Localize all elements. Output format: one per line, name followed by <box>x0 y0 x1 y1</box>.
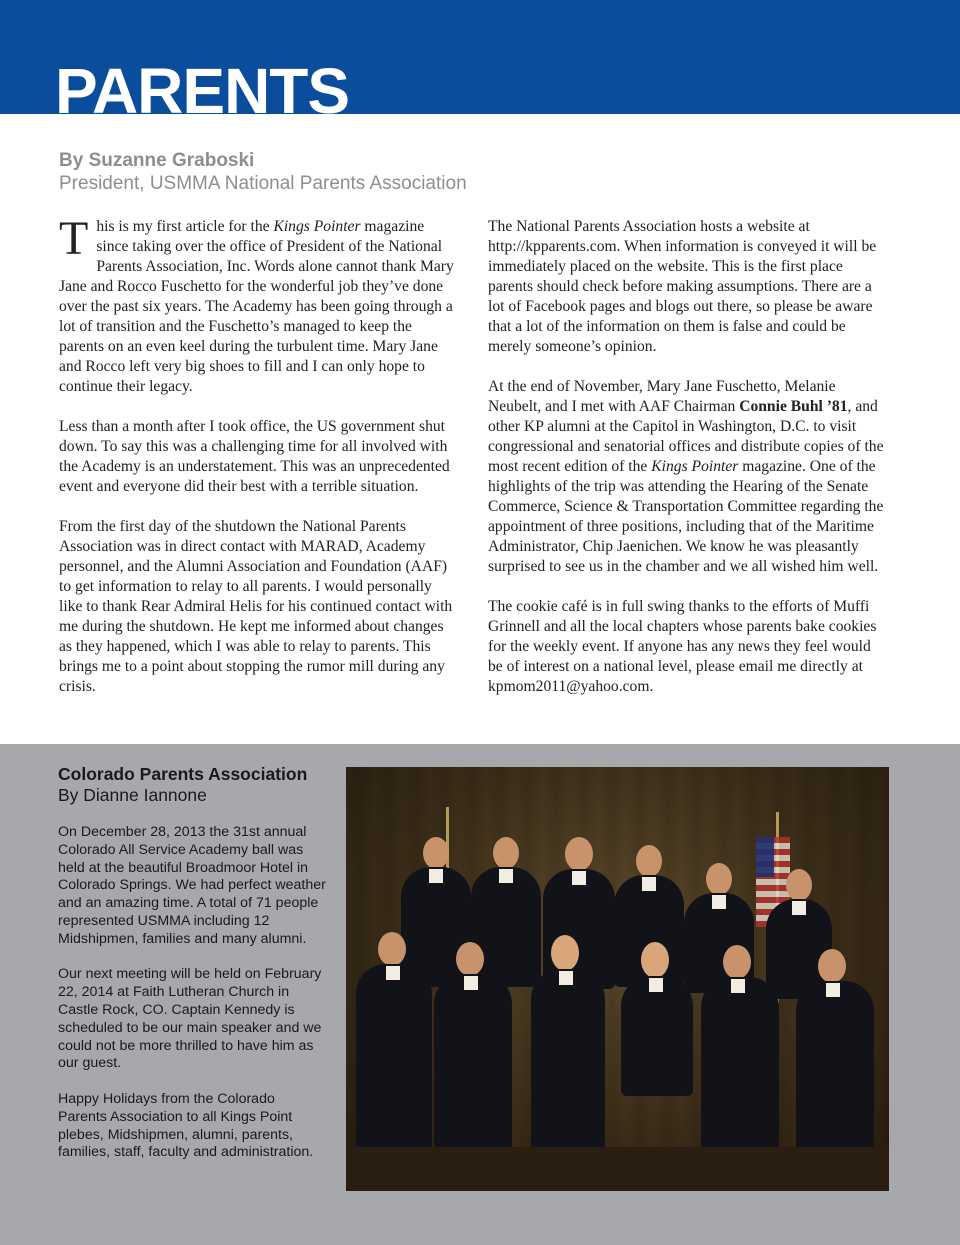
flag-canton <box>756 837 774 877</box>
text-run: magazine since taking over the office of President of the National Parents Association, Inc. Words alone cannot thank Mary Jane and Rocco Fuschetto for the wonderful job they’ve done over the past six years. The Academy has been going through a lot of transition and the Fuschetto’s managed to keep the parents on an even keel during the turbulent time. Mary Jane and Rocco left very big shoes to fill and I can only hope to continue their legacy. <box>59 218 454 395</box>
text-run: At the end of November, Mary Jane Fuschetto, Melanie Neubelt, and I met with AAF Chairman <box>488 378 836 415</box>
person-name-bold: Connie Buhl ’81 <box>739 398 848 415</box>
group-photo <box>346 767 889 1191</box>
sidebar-paragraph-2: Our next meeting will be held on February 22, 2014 at Faith Lutheran Church in Castle Rock, CO. Captain Kennedy is scheduled to be our main speaker and we could not be more thrilled to have him as our guest. <box>58 966 322 1072</box>
drop-cap: T <box>59 212 89 265</box>
article-paragraph-5 <box>488 377 888 577</box>
sidebar-author: By Dianne Iannone <box>58 785 207 805</box>
article-column-right <box>488 217 888 717</box>
text-run: , and other KP alumni at the Capitol in Washington, D.C. to visit congressional and senatorial offices and distribute copies of the most recent edition of the <box>488 398 884 475</box>
page-title: PARENTS <box>55 56 350 114</box>
article-paragraph-3: From the first day of the shutdown the National Parents Association was in direct contact with MARAD, Academy personnel, and the Alumni Association and Foundation (AAF) to get information to relay to all parents. I would personally like to thank Rear Admiral Helis for his continued contact with me during the shutdown. He kept me informed about changes as they happened, which I was able to relay to parents. This brings me to a point about stopping the rumor mill during any crisis. <box>59 518 453 695</box>
magazine-name: Kings Pointer <box>273 218 361 235</box>
article-paragraph-6: The cookie café is in full swing thanks to the efforts of Muffi Grinnell and all the local chapters whose parents bake cookies for the weekly event. If anyone has any news they feel would be of interest on a national level, please email me directly at kpmom2011@yahoo.com. <box>488 598 877 695</box>
sidebar-title: Colorado Parents Association <box>58 764 308 784</box>
magazine-name: Kings Pointer <box>651 458 739 475</box>
article-paragraph-4: The National Parents Association hosts a website at http://kpparents.com. When information is conveyed it will be immediately placed on the website. This is the first place parents should check before making assumptions. There are a lot of Facebook pages and blogs out there, so please be aware that a lot of the information on them is false and could be merely someone’s opinion. <box>488 218 877 355</box>
text-run: magazine. One of the highlights of the trip was attending the Hearing of the Senate Commerce, Science & Transportation Committee regarding the appointment of three positions, including that of the Maritime Administrator, Chip Jaenichen. We know he was pleasantly surprised to see us in the chamber and we all wished him well. <box>488 458 884 575</box>
byline <box>59 149 467 196</box>
sidebar-paragraph-3: Happy Holidays from the Colorado Parents Association to all Kings Point plebes, Midshipmen, alumni, parents, families, staff, faculty and administration. <box>58 1090 314 1161</box>
author-name: By Suzanne Graboski <box>59 150 255 171</box>
article-paragraph-2: Less than a month after I took office, the US government shut down. To say this was a challenging time for all involved with the Academy is an understatement. This was an unprecedented event and everyone did their best with a terrible situation. <box>59 418 450 495</box>
sidebar-heading <box>58 764 307 806</box>
sidebar-paragraph-1: On December 28, 2013 the 31st annual Colorado All Service Academy ball was held at the beautiful Broadmoor Hotel in Colorado Springs. We had perfect weather and an amazing time. A total of 71 people represented USMMA including 12 Midshipmen, families and many alumni. <box>58 824 326 947</box>
sidebar-text <box>58 824 326 1180</box>
article-column-left <box>59 212 459 717</box>
author-role: President, USMMA National Parents Association <box>59 173 467 194</box>
article-paragraph-1 <box>59 212 459 397</box>
photo-floor <box>346 1147 889 1191</box>
text-run: his is my first article for the <box>96 218 274 235</box>
